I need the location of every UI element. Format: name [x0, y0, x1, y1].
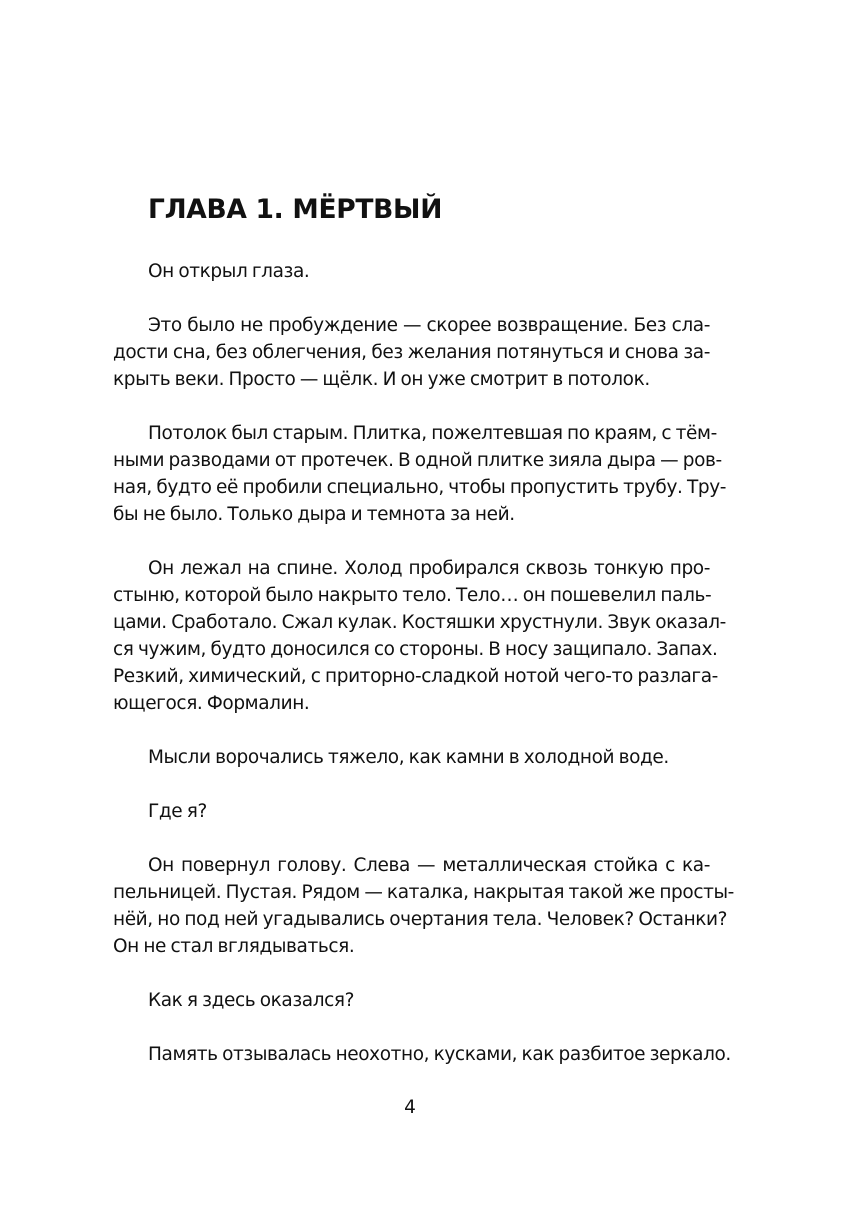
paragraph-line: дости сна, без облегчения, без желания потянуться и снова за- — [113, 342, 710, 363]
paragraph-line: ющегося. Формалин. — [113, 693, 310, 714]
paragraph-line: ся чужим, будто доносился со стороны. В носу защипало. Запах. — [113, 639, 718, 660]
paragraph-line: нёй, но под ней угадывались очертания тела. Человек? Останки? — [113, 909, 728, 930]
paragraph-line: ная, будто её пробили специально, чтобы пропустить трубу. Тру- — [113, 477, 727, 498]
paragraph-line: бы не было. Только дыра и темнота за ней. — [113, 504, 515, 525]
paragraph-line: ными разводами от протечек. В одной плитке зияла дыра — ров- — [113, 450, 722, 471]
chapter-title: ГЛАВА 1. МЁРТВЫЙ — [148, 194, 443, 225]
paragraph-line: Он открыл глаза. — [148, 261, 310, 282]
paragraph-line: Резкий, химический, с приторно-сладкой нотой чего-то разлага- — [113, 666, 718, 687]
paragraph-line: крыть веки. Просто — щёлк. И он уже смотрит в потолок. — [113, 369, 650, 390]
paragraph-line: Это было не пробуждение — скорее возвращение. Без сла- — [148, 315, 710, 336]
paragraph-line: Мысли ворочались тяжело, как камни в холодной воде. — [148, 747, 669, 768]
paragraph-line: стыню, которой было накрыто тело. Тело… он пошевелил паль- — [113, 585, 712, 606]
paragraph-line: Он повернул голову. Слева — металлическая стойка с ка- — [148, 855, 710, 876]
page-number: 4 — [404, 1097, 416, 1118]
paragraph-line: Как я здесь оказался? — [148, 990, 355, 1011]
paragraph-line: Потолок был старым. Плитка, пожелтевшая по краям, с тём- — [148, 423, 717, 444]
paragraph-line: Он лежал на спине. Холод пробирался сквозь тонкую про- — [148, 558, 710, 579]
paragraph-line: цами. Сработало. Сжал кулак. Костяшки хрустнули. Звук оказал- — [113, 612, 726, 633]
paragraph-line: пельницей. Пустая. Рядом — каталка, накрытая такой же просты- — [113, 882, 734, 903]
paragraph-line: Он не стал вглядываться. — [113, 936, 355, 957]
paragraph-line: Где я? — [148, 801, 207, 822]
paragraph-line: Память отзывалась неохотно, кусками, как разбитое зеркало. — [148, 1044, 731, 1065]
